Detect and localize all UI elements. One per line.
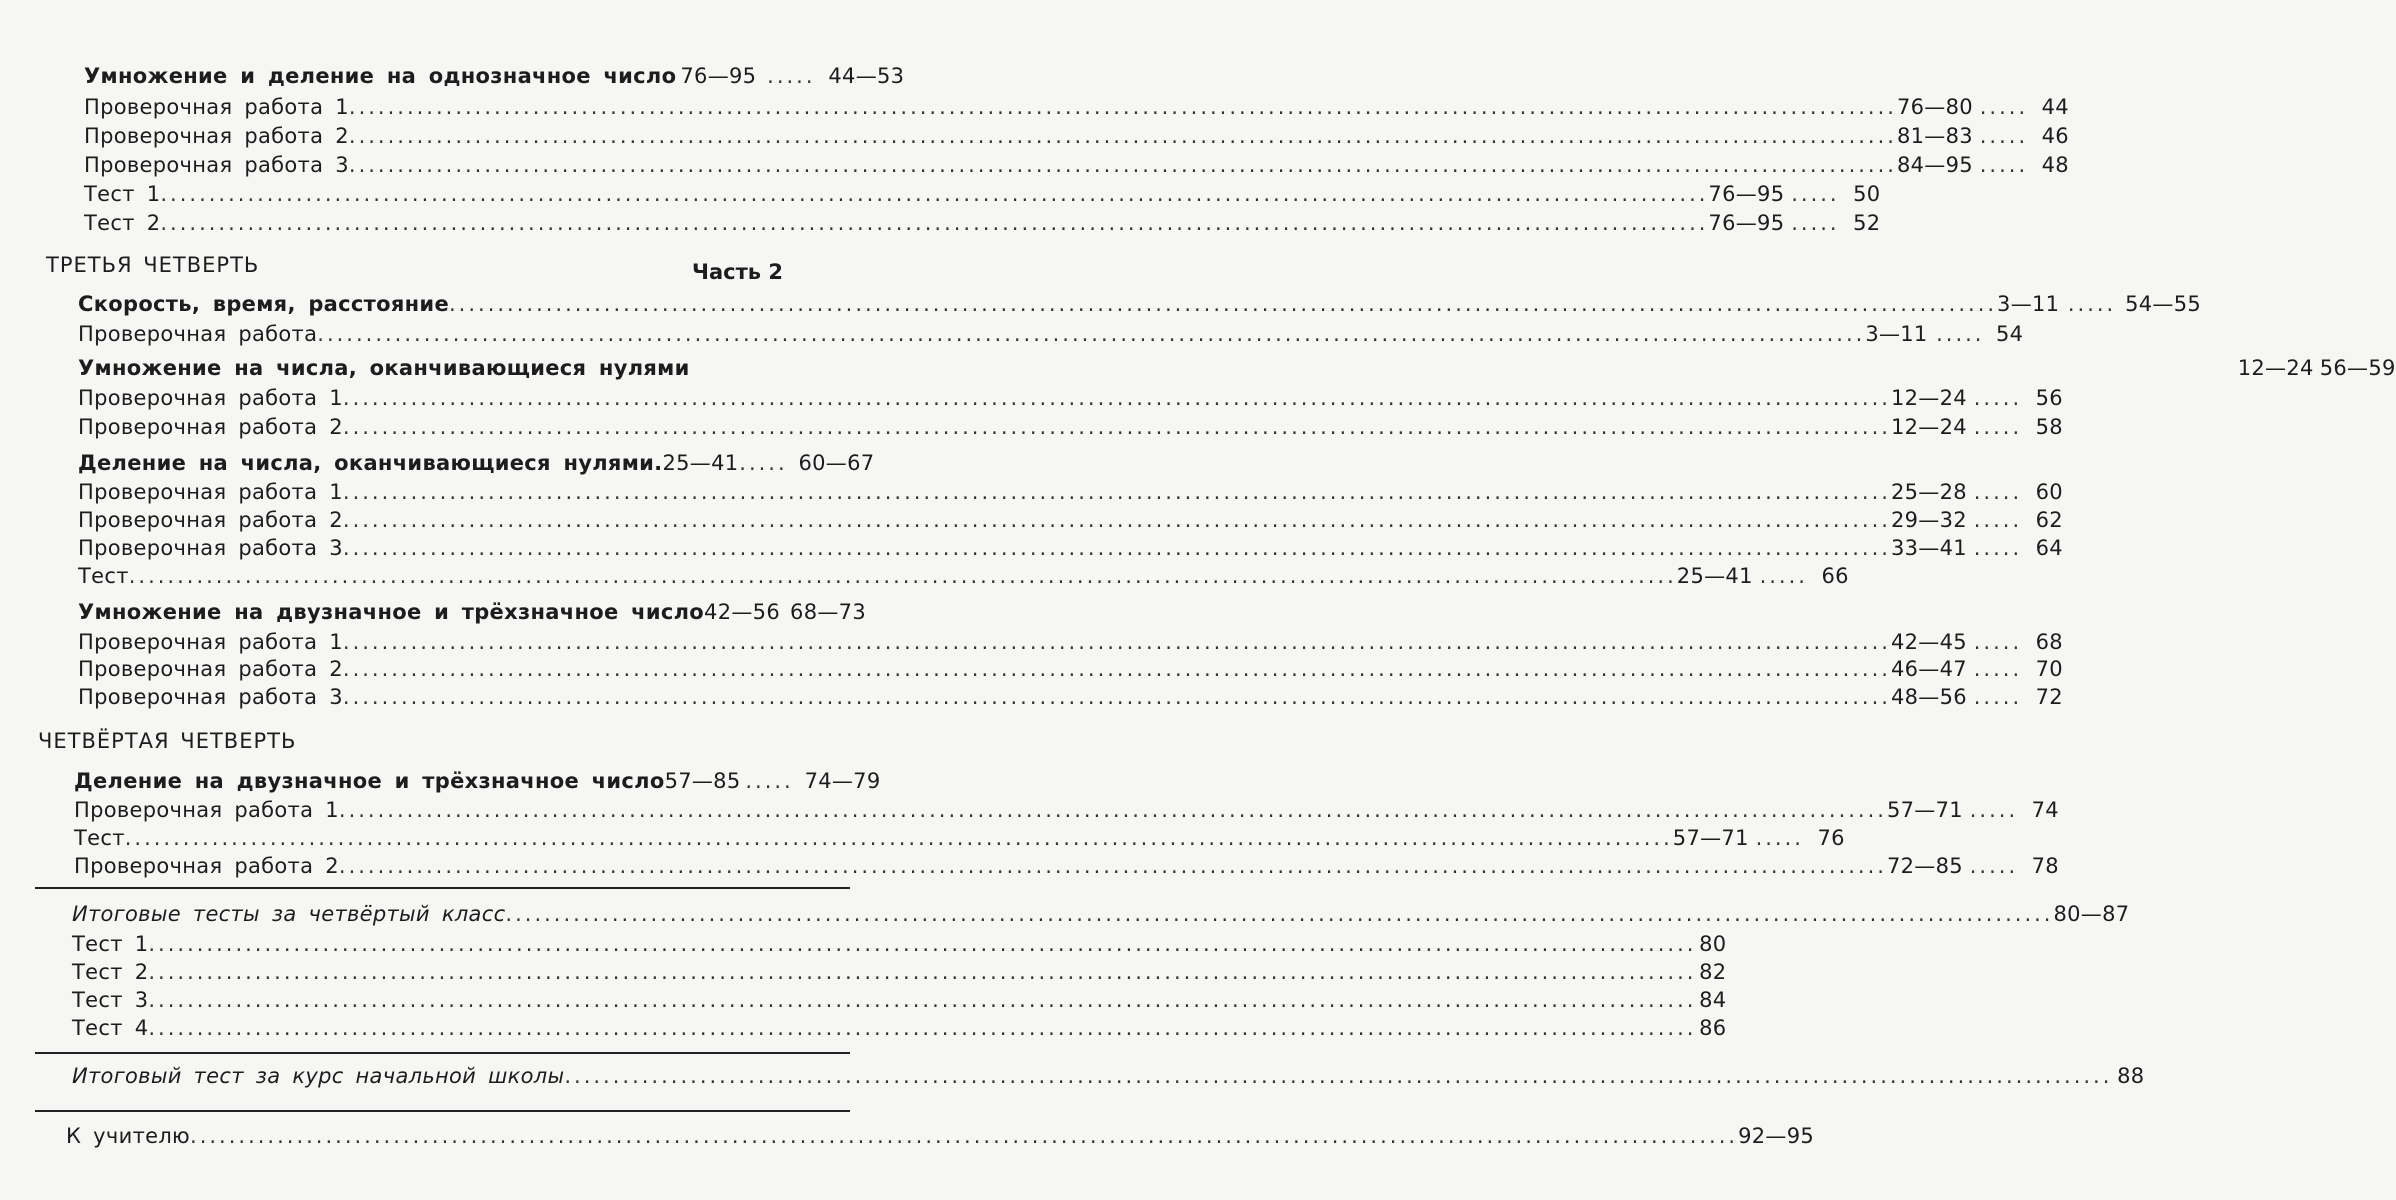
toc-label: Проверочная работа 1 [78, 630, 343, 654]
toc-entry[interactable] [66, 1124, 1815, 1148]
toc-range: 25—41 [1676, 564, 1753, 588]
toc-page: 92—95 [1738, 1124, 1815, 1148]
toc-label: Деление на числа, оканчивающиеся нулями. [78, 451, 663, 475]
toc-leader: ..... [2067, 292, 2117, 316]
toc-range: 57—71 [1672, 826, 1749, 850]
toc-page: 68—73 [790, 600, 866, 624]
toc-page: 44 [2041, 95, 2069, 119]
toc-range: 3—11 [1865, 322, 1928, 346]
toc-entry[interactable] [74, 798, 2059, 822]
toc-range: 33—41 [1890, 536, 1967, 560]
toc-entry[interactable] [78, 415, 2063, 439]
toc-entry[interactable] [78, 322, 2024, 346]
toc-label: Тест 1 [84, 182, 161, 206]
toc-page: 50 [1853, 182, 1881, 206]
toc-label: Тест [78, 564, 129, 588]
toc-page: 52 [1853, 211, 1881, 235]
toc-leader: ..... [1936, 322, 1985, 346]
toc-label: Проверочная работа 1 [78, 480, 343, 504]
toc-label: Тест 2 [84, 211, 161, 235]
toc-range: 29—32 [1890, 508, 1967, 532]
quarter-heading: ТРЕТЬЯ ЧЕТВЕРТЬ [46, 253, 260, 277]
section-divider [35, 887, 850, 889]
toc-section-title[interactable] [84, 64, 905, 88]
toc-range: 12—24 [1890, 415, 1967, 439]
toc-page: 44—53 [828, 64, 905, 88]
toc-leader: ..... [1969, 854, 2019, 878]
toc-label: Тест [74, 826, 125, 850]
toc-range: 76—95 [680, 64, 757, 88]
toc-entry[interactable] [84, 124, 2069, 148]
toc-page: 48 [2041, 153, 2069, 177]
toc-entry[interactable] [78, 657, 2063, 681]
toc-range: 3—11 [1997, 292, 2060, 316]
toc-range: 46—47 [1890, 657, 1967, 681]
toc-label: Деление на двузначное и трёхзначное число [74, 769, 665, 793]
toc-range: 42—56 [704, 600, 780, 624]
toc-range: 76—80 [1896, 95, 1973, 119]
toc-page: 56—59 [2319, 356, 2396, 380]
toc-entry[interactable] [72, 1016, 1727, 1040]
toc-label: Умножение на числа, оканчивающиеся нулями [78, 356, 690, 380]
toc-label: Тест 4 [72, 1016, 149, 1040]
toc-range: 48—56 [1890, 685, 1967, 709]
toc-label: Проверочная работа 1 [84, 95, 349, 119]
toc-range: 25—28 [1890, 480, 1967, 504]
toc-page: 78 [2031, 854, 2059, 878]
toc-label: Итоговые тесты за четвёртый класс [72, 902, 506, 926]
toc-range: 84—95 [1896, 153, 1973, 177]
toc-entry[interactable] [72, 932, 1727, 956]
toc-label: Скорость, время, расстояние [78, 292, 449, 316]
toc-leader: ..... [1791, 182, 1840, 206]
toc-range: 76—95 [1708, 182, 1785, 206]
toc-label: Проверочная работа 3 [78, 536, 343, 560]
toc-page: 74—79 [804, 769, 881, 793]
toc-entry[interactable] [78, 685, 2063, 709]
toc-range: 72—85 [1886, 854, 1963, 878]
toc-entry[interactable] [84, 182, 1881, 206]
toc-leader: ..... [739, 451, 788, 475]
toc-entry[interactable] [84, 153, 2069, 177]
toc-label: Проверочная работа 2 [74, 854, 339, 878]
toc-section-title[interactable] [74, 769, 881, 793]
toc-section-title[interactable] [78, 356, 2396, 380]
toc-label: Проверочная работа 2 [78, 657, 343, 681]
toc-leader: ..... [1755, 826, 1804, 850]
toc-entry[interactable] [72, 988, 1727, 1012]
toc-page: 80 [1699, 932, 1727, 956]
toc-page: 54—55 [2125, 292, 2202, 316]
toc-page: 72 [2035, 685, 2063, 709]
toc-range: 25—41 [662, 451, 739, 475]
toc-range: 81—83 [1896, 124, 1973, 148]
toc-label: Проверочная работа 3 [78, 685, 343, 709]
toc-label: Умножение и деление на однозначное число [84, 64, 677, 88]
section-divider [35, 1110, 850, 1112]
toc-entry[interactable] [78, 564, 1849, 588]
toc-page: 58 [2035, 415, 2063, 439]
toc-range: 42—45 [1890, 630, 1967, 654]
toc-page: 86 [1699, 1016, 1727, 1040]
section-divider [35, 1052, 850, 1054]
toc-entry[interactable] [78, 508, 2063, 532]
toc-leader: ..... [1973, 508, 2023, 532]
toc-label: Проверочная работа 1 [78, 386, 343, 410]
toc-leader: ..... [1973, 685, 2023, 709]
toc-label: Проверочная работа 2 [84, 124, 349, 148]
toc-label: Итоговый тест за курс начальной школы [72, 1064, 565, 1088]
toc-entry[interactable] [72, 960, 1727, 984]
toc-section-title[interactable] [78, 292, 2202, 316]
toc-leader: ..... [1973, 536, 2023, 560]
toc-leader: ..... [1973, 415, 2023, 439]
toc-label: Тест 1 [72, 932, 149, 956]
toc-label: Тест 2 [72, 960, 149, 984]
toc-entry[interactable] [78, 630, 2063, 654]
toc-range: 76—95 [1708, 211, 1785, 235]
toc-leader: ..... [1969, 798, 2019, 822]
toc-page: 70 [2035, 657, 2063, 681]
toc-page: 56 [2035, 386, 2063, 410]
toc-page: 64 [2035, 536, 2063, 560]
toc-range: 57—85 [664, 769, 741, 793]
toc-page: 76 [1817, 826, 1845, 850]
toc-page: 62 [2035, 508, 2063, 532]
toc-entry[interactable] [78, 536, 2063, 560]
toc-entry[interactable] [74, 826, 1845, 850]
toc-leader: ..... [1973, 480, 2023, 504]
toc-section-title[interactable] [78, 451, 875, 475]
toc-page: 82 [1699, 960, 1727, 984]
toc-leader: ..... [1791, 211, 1840, 235]
toc-label: Проверочная работа 2 [78, 508, 343, 532]
toc-page: 60 [2035, 480, 2063, 504]
toc-page: 54 [1995, 322, 2024, 346]
part-label: Часть 2 [692, 260, 783, 284]
toc-page: 80—87 [2053, 902, 2130, 926]
toc-leader: ..... [1973, 657, 2023, 681]
toc-range: 12—24 [1890, 386, 1967, 410]
toc-label: Проверочная работа 2 [78, 415, 343, 439]
toc-page: 46 [2041, 124, 2069, 148]
toc-leader: ..... [1979, 124, 2029, 148]
toc-page: 66 [1821, 564, 1849, 588]
toc-entry[interactable] [78, 386, 2063, 410]
toc-entry[interactable] [84, 95, 2069, 119]
toc-leader: ..... [1759, 564, 1808, 588]
toc-label: Тест 3 [72, 988, 149, 1012]
toc-leader: ..... [745, 769, 794, 793]
toc-range: 12—24 [2237, 356, 2314, 380]
toc-page: 88 [2117, 1064, 2145, 1088]
toc-page: 68 [2035, 630, 2063, 654]
toc-leader: ..... [1979, 153, 2029, 177]
toc-range: 57—71 [1886, 798, 1963, 822]
toc-section-title[interactable] [72, 902, 2130, 926]
toc-leader: ..... [1973, 630, 2023, 654]
toc-section-title[interactable] [78, 600, 866, 624]
toc-entry[interactable] [78, 480, 2063, 504]
toc-leader: ..... [1973, 386, 2023, 410]
toc-page: 84 [1699, 988, 1727, 1012]
toc-page: 60—67 [798, 451, 875, 475]
toc-label: Проверочная работа 3 [84, 153, 349, 177]
quarter-heading: ЧЕТВЁРТАЯ ЧЕТВЕРТЬ [38, 729, 297, 753]
toc-section-title[interactable] [72, 1064, 2145, 1088]
toc-label: Проверочная работа 1 [74, 798, 339, 822]
toc-leader: ..... [767, 64, 816, 88]
toc-entry[interactable] [74, 854, 2059, 878]
toc-label: Умножение на двузначное и трёхзначное число [78, 600, 705, 624]
toc-page: 74 [2031, 798, 2059, 822]
toc-leader: ..... [1979, 95, 2029, 119]
toc-label: Проверочная работа [78, 322, 318, 346]
toc-entry[interactable] [84, 211, 1881, 235]
toc-label: К учителю [66, 1124, 191, 1148]
